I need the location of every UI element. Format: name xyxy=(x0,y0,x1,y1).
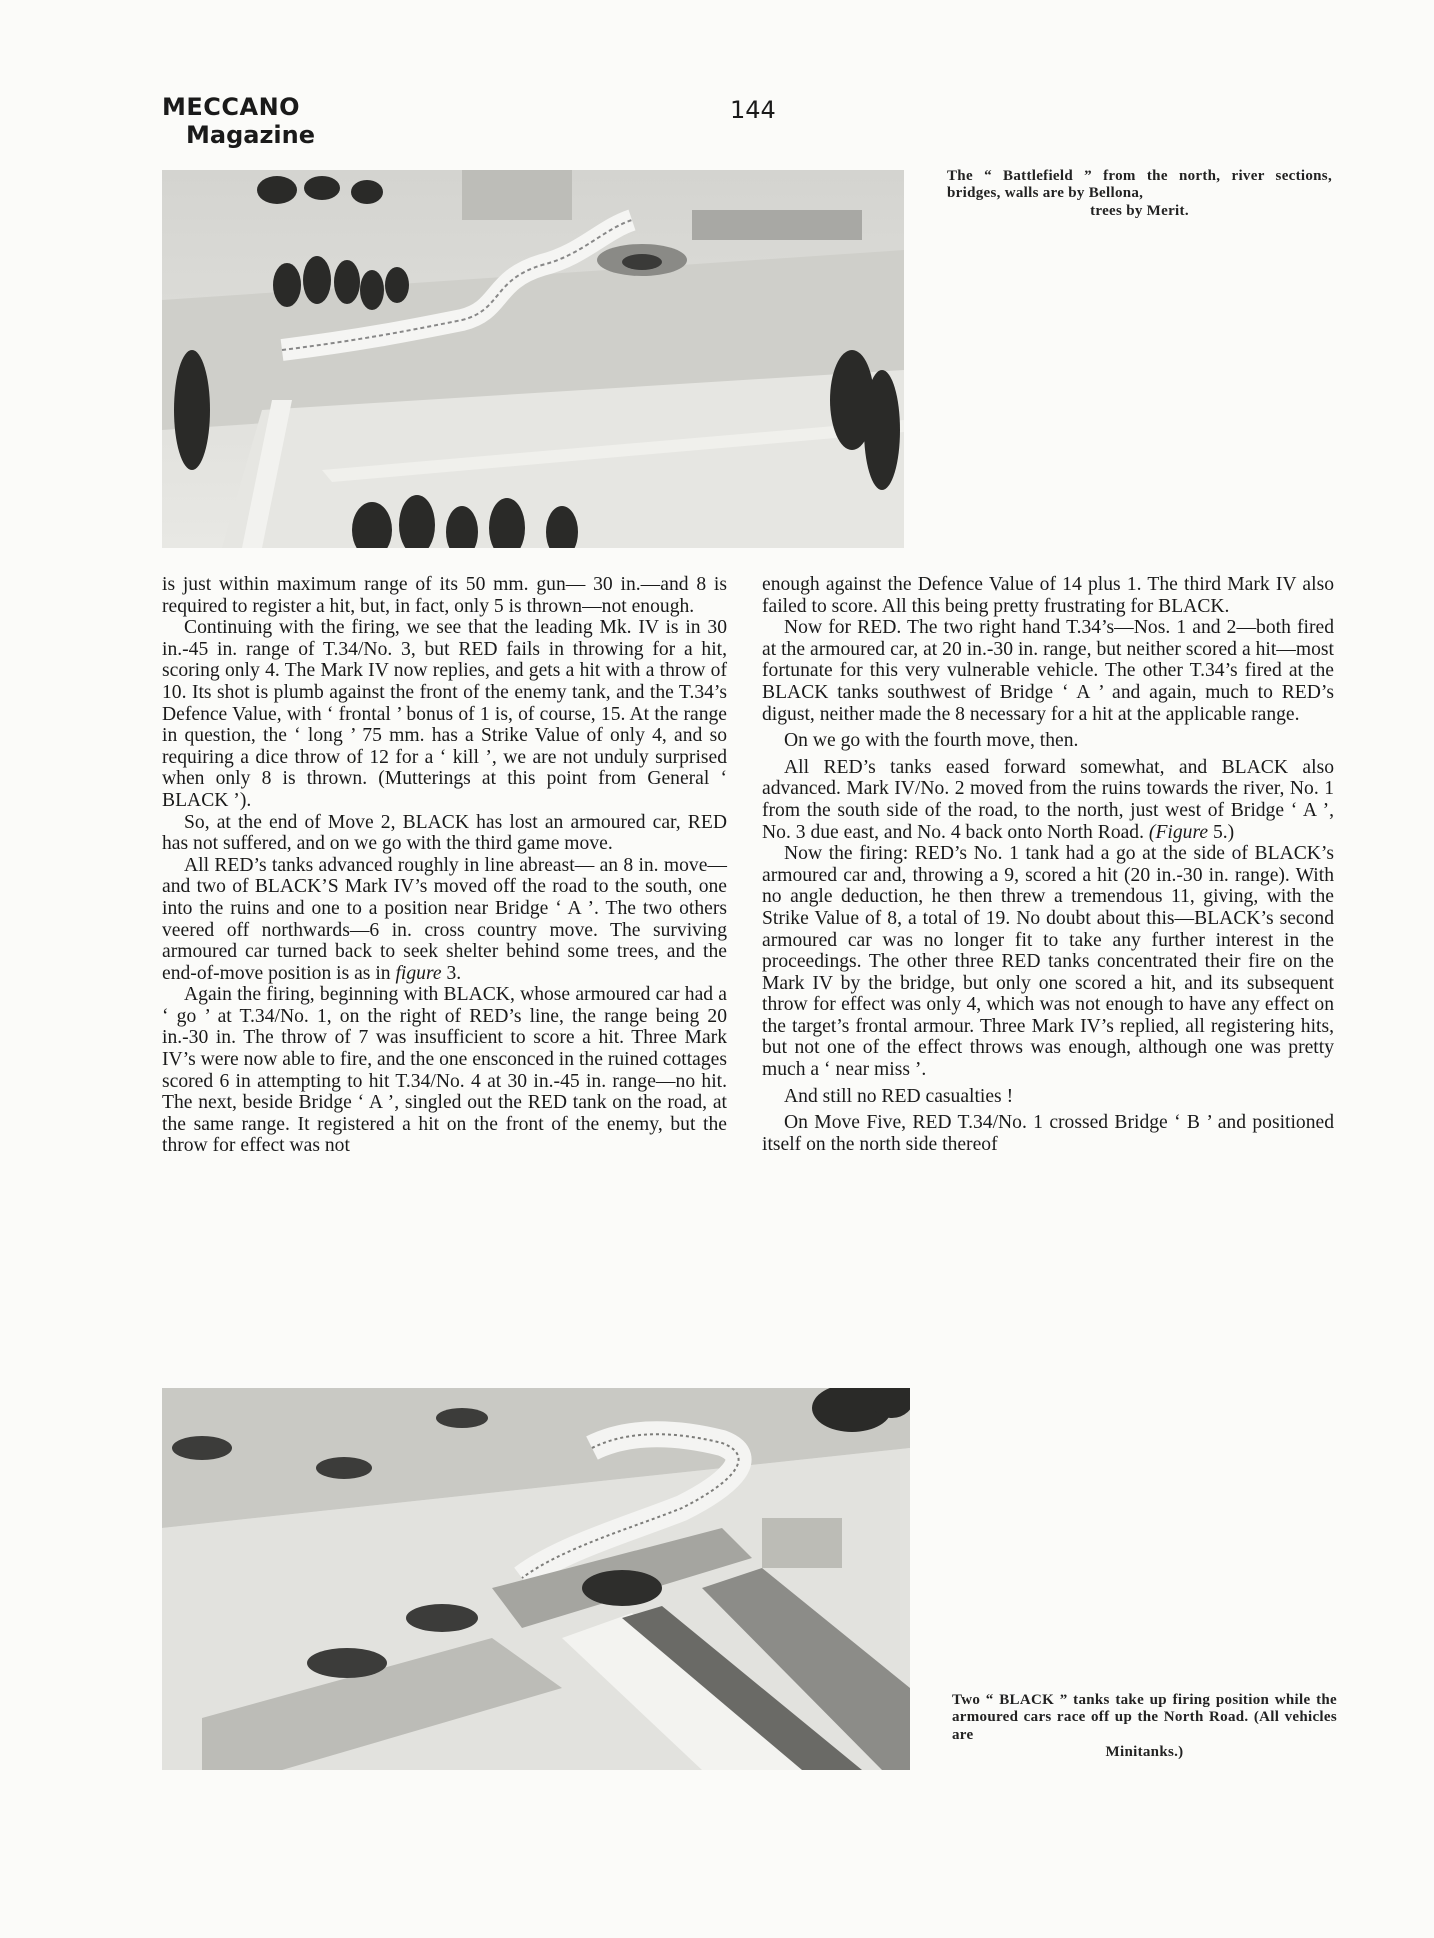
right-paragraph: On Move Five, RED T.34/No. 1 crossed Bridge ‘ B ’ and positioned itself on the north side thereof xyxy=(762,1112,1334,1155)
left-paragraph-text: All RED’s tanks advanced roughly in line abreast— an 8 in. move—and two of BLACK’S Mark IV’s moved off the road to the south, one into the ruins and one to a position near Bridge ‘ A ’. The two others veered off northwards—6 in. cross country move. The surviving armoured car turned back to seek shelter behind some trees, and the end-of-move position is as in xyxy=(162,854,727,984)
battlefield-north-image xyxy=(162,170,904,548)
right-paragraph: And still no RED casualties ! xyxy=(784,1085,1014,1107)
right-paragraph-text: All RED’s tanks eased forward somewhat, and BLACK also advanced. Mark IV/No. 2 moved from the ruins towards the river, No. 1 from the south side of the road, to the north, just west of Bridge ‘ A ’, No. 3 due east, and No. 4 back onto North Road. xyxy=(762,756,1334,843)
top-photo-caption xyxy=(947,168,1332,220)
bottom-photo-caption xyxy=(952,1692,1337,1761)
masthead-title: MECCANO xyxy=(162,93,301,121)
right-paragraph: enough against the Defence Value of 14 plus 1. The third Mark IV also failed to score. All this being pretty frustrating for BLACK. xyxy=(762,574,1334,617)
left-paragraph: Continuing with the firing, we see that the leading Mk. IV is in 30 in.-45 in. range of T.34/No. 3, but RED fails in throwing for a hit, scoring only 4. The Mark IV now replies, and gets a hit with a throw of 10. Its shot is plumb against the front of the enemy tank, and the T.34’s Defence Value, with ‘ frontal ’ bonus of 1 is, of course, 15. At the range in question, the ‘ long ’ 75 mm. has a Strike Value of only 4, and so requiring a dice throw of 12 for a ‘ kill ’, we are not unduly surprised when only 8 is thrown. (Mutterings at this point from General ‘ BLACK ’). xyxy=(162,617,727,811)
top-caption-last-line: trees by Merit. xyxy=(1090,202,1189,219)
tanks-bridge-image xyxy=(162,1388,910,1770)
left-text-column xyxy=(162,574,727,1157)
right-paragraph: Now for RED. The two right hand T.34’s—Nos. 1 and 2—both fired at the armoured car, at 20 in.-30 in. range, but neither scored a hit—most fortunate for this very vulnerable vehicle. The other T.34’s fired at the BLACK tanks southwest of Bridge ‘ A ’ and again, much to RED’s digust, neither made the 8 necessary for a hit at the applicable range. xyxy=(762,617,1334,725)
left-paragraph: So, at the end of Move 2, BLACK has lost an armoured car, RED has not suffered, and on we go with the third game move. xyxy=(162,811,727,855)
right-paragraph: On we go with the fourth move, then. xyxy=(784,730,1079,752)
figure-reference: figure xyxy=(395,962,442,984)
page-number: 144 xyxy=(730,96,776,124)
figure-reference: (Figure xyxy=(1148,821,1209,843)
bottom-caption-text: Two “ BLACK ” tanks take up firing position while the armoured cars race off up the North Road. (All vehicles are xyxy=(952,1692,1337,1743)
tanks-bridge-photo xyxy=(162,1388,910,1770)
battlefield-north-photo xyxy=(162,170,904,548)
figure-reference-number: 5.) xyxy=(1208,821,1235,843)
left-paragraph: is just within maximum range of its 50 mm. gun— 30 in.—and 8 is required to register a hit, but, in fact, only 5 is thrown—not enough. xyxy=(162,574,727,617)
left-paragraph xyxy=(162,855,727,985)
top-caption-text: The “ Battlefield ” from the north, river sections, bridges, walls are by Bellona, xyxy=(947,168,1332,202)
right-paragraph xyxy=(762,757,1334,843)
right-text-column xyxy=(762,574,1334,1155)
figure-reference-number: 3. xyxy=(441,962,462,984)
bottom-caption-last-line: Minitanks.) xyxy=(1105,1743,1184,1760)
magazine-masthead xyxy=(162,94,315,149)
masthead-subtitle: Magazine xyxy=(186,120,316,149)
right-paragraph: Now the firing: RED’s No. 1 tank had a go at the side of BLACK’s armoured car and, throwing a 9, scored a hit (20 in.-30 in. range). With no angle deduction, he then threw a tremendous 11, giving, with the Strike Value of 8, a total of 19. No doubt about this—BLACK’s second armoured car was no longer fit to take any further interest in the proceedings. The other three RED tanks concentrated their fire on the Mark IV by the bridge, but only one scored a hit, and its subsequent throw for effect was only 4, which was not enough to have any effect on the target’s frontal armour. Three Mark IV’s replied, all registering hits, but not one of the effect throws was enough, although one was pretty much a ‘ near miss ’. xyxy=(762,843,1334,1081)
left-paragraph: Again the firing, beginning with BLACK, whose armoured car had a ‘ go ’ at T.34/No. 1, on the right of RED’s line, the range being 20 in.-30 in. The throw of 7 was insufficient to score a hit. Three Mark IV’s were now able to fire, and the one ensconced in the ruined cottages scored 6 in attempting to hit T.34/No. 4 at 30 in.-45 in. range—no hit. The next, beside Bridge ‘ A ’, singled out the RED tank on the road, at the same range. It registered a hit on the front of the enemy, but the throw for effect was not xyxy=(162,984,727,1157)
